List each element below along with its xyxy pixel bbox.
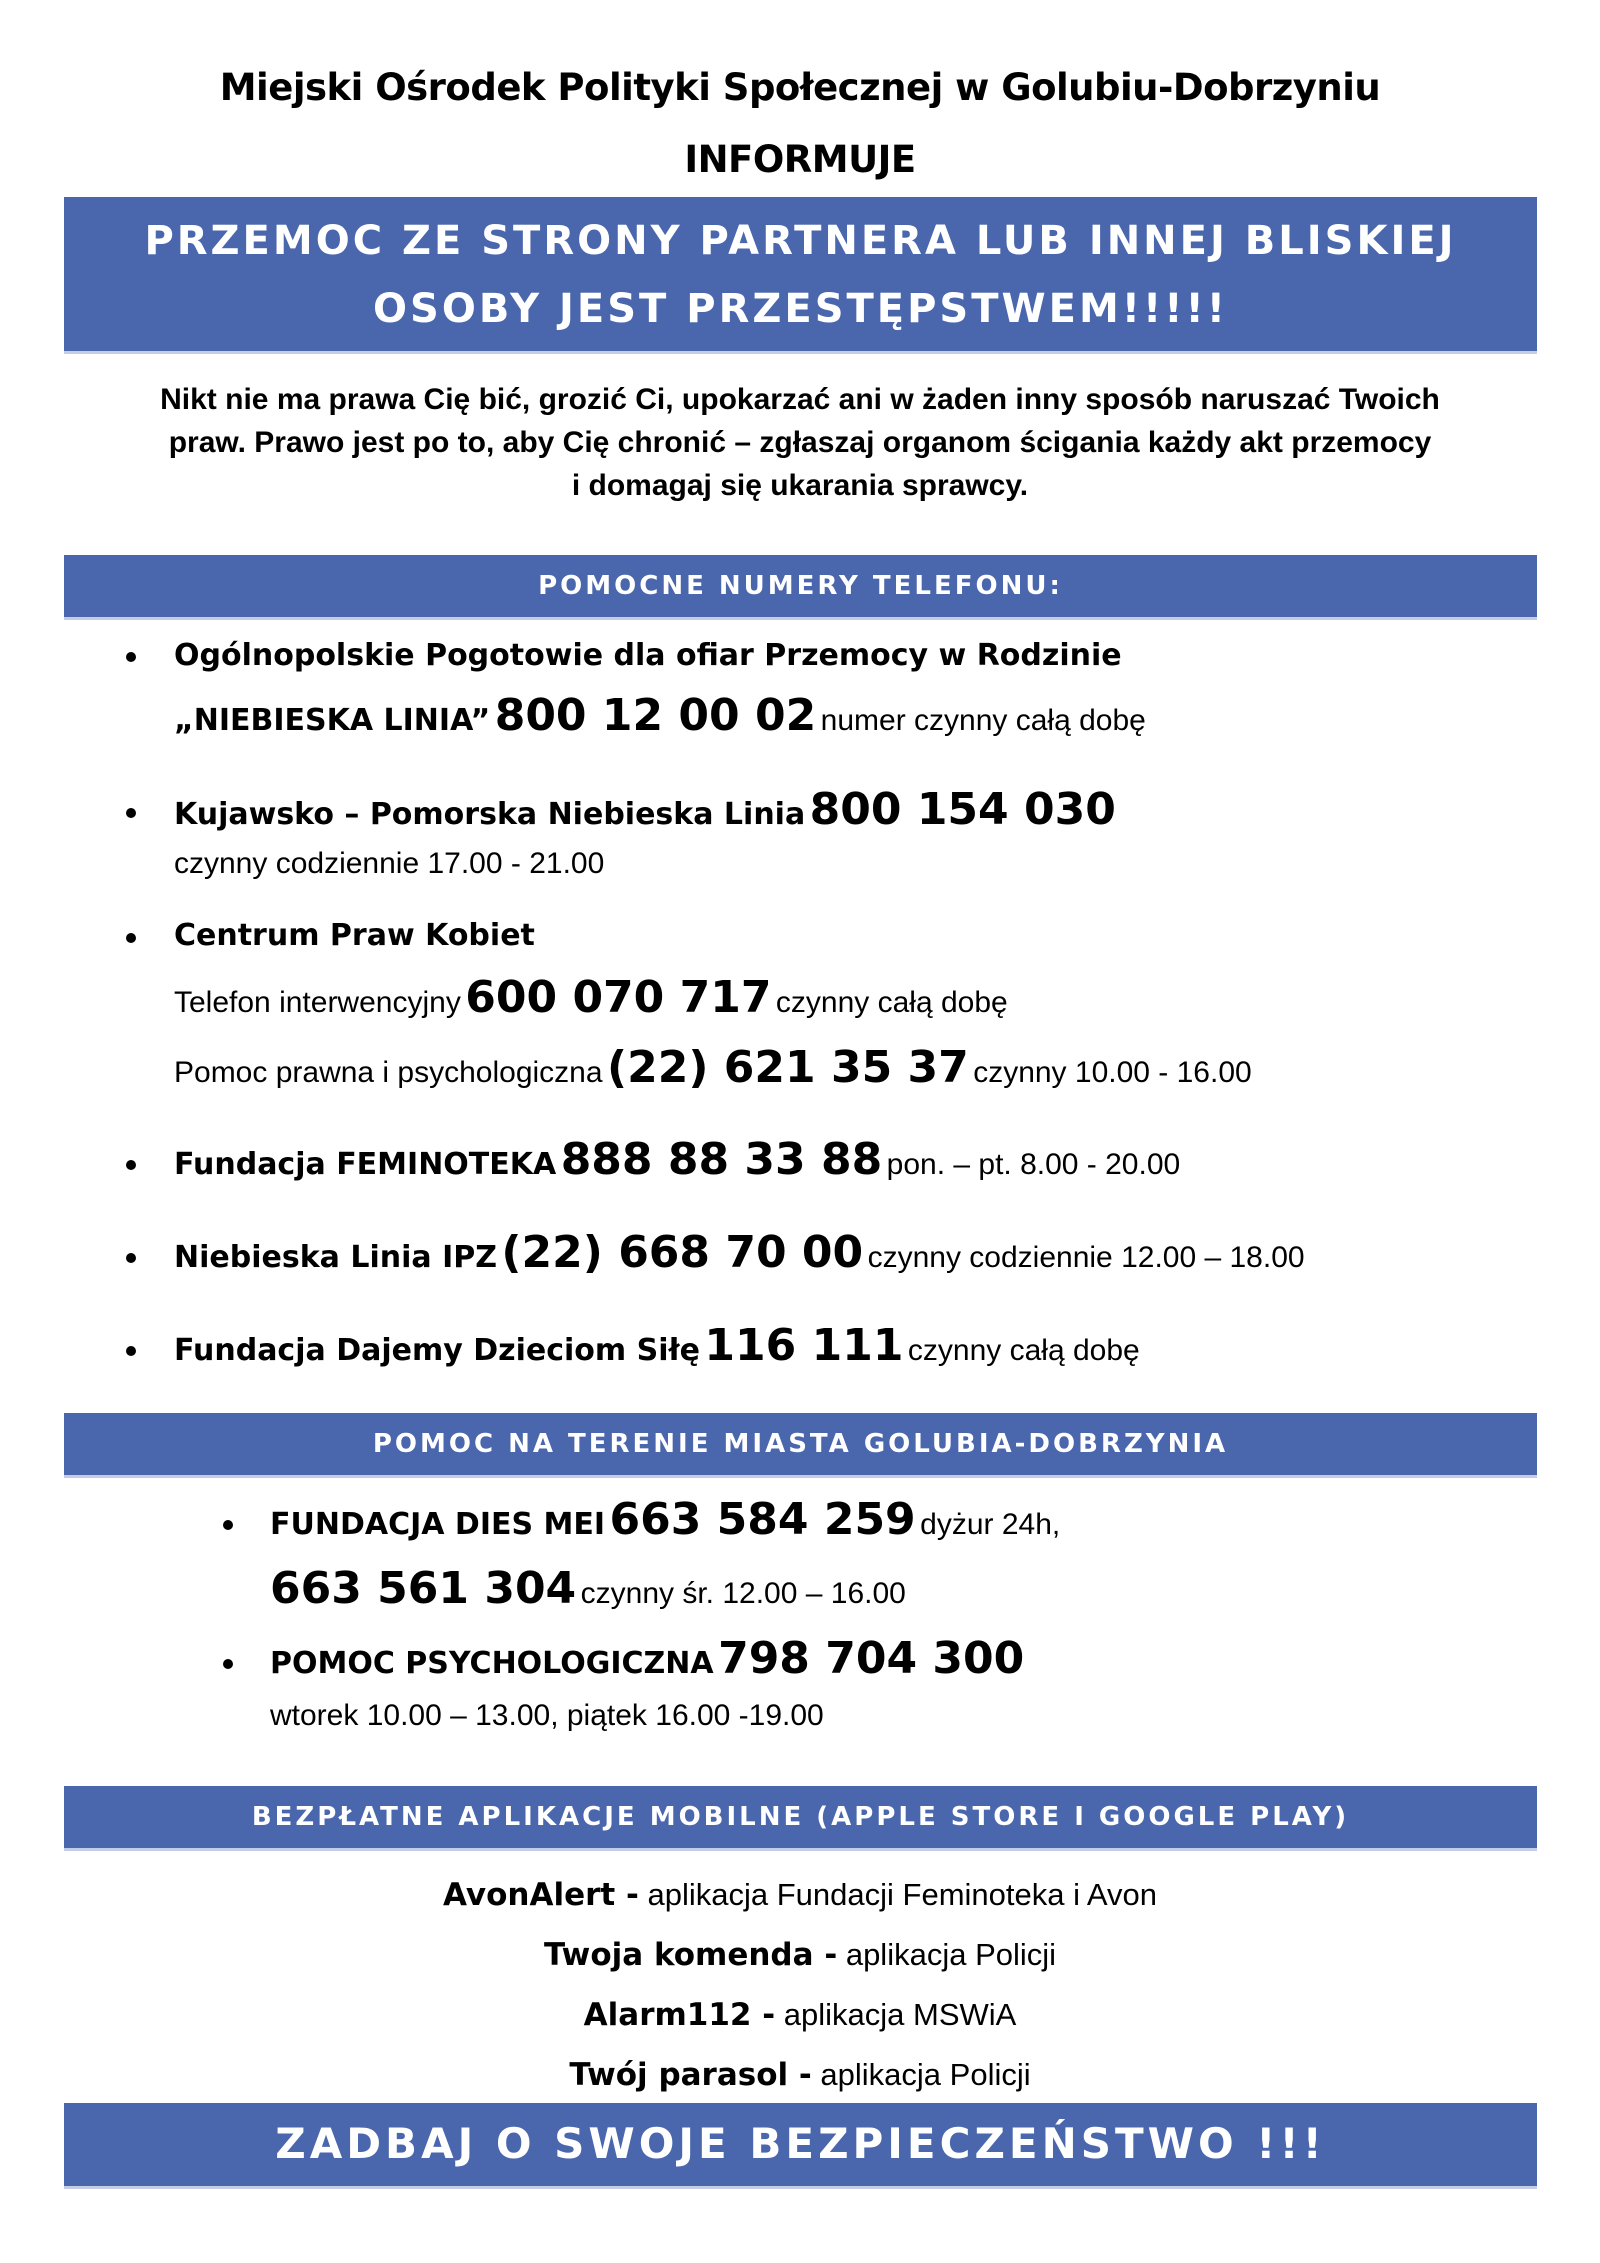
app-name: Twoja komenda - xyxy=(543,1937,838,1973)
list-item xyxy=(174,847,604,881)
hours-note: pon. – pt. 8.00 - 20.00 xyxy=(886,1148,1181,1181)
bullet-icon xyxy=(126,933,136,943)
phone-number: 888 88 33 88 xyxy=(560,1134,883,1185)
app-name: Alarm112 - xyxy=(583,1997,776,2033)
phone-number: 600 070 717 xyxy=(465,972,772,1023)
list-item xyxy=(174,1042,1252,1093)
apps-list xyxy=(0,1865,1600,2105)
hours-note: czynny całą dobę xyxy=(775,986,1008,1019)
hours-note: wtorek 10.00 – 13.00, piątek 16.00 -19.00 xyxy=(270,1699,824,1732)
app-item xyxy=(0,1865,1600,1925)
hours-note: czynny śr. 12.00 – 16.00 xyxy=(580,1577,906,1610)
phone-number: 663 584 259 xyxy=(609,1494,916,1545)
local-help-section-header: POMOC NA TERENIE MIASTA GOLUBIA-DOBRZYNIA xyxy=(64,1413,1537,1478)
hours-note: dyżur 24h, xyxy=(920,1508,1061,1541)
organization-name: Miejski Ośrodek Polityki Społecznej w Golubiu-Dobrzyniu xyxy=(219,66,1381,109)
phone-number: 798 704 300 xyxy=(718,1633,1025,1684)
hotline-name: Centrum Praw Kobiet xyxy=(174,918,535,953)
intro-line-1: Nikt nie ma prawa Cię bić, grozić Ci, upokarzać ani w żaden inny sposób naruszać Twoich xyxy=(160,383,1440,416)
hotline-name: Kujawsko – Pomorska Niebieska Linia xyxy=(174,797,806,832)
phone-number: (22) 668 70 00 xyxy=(501,1227,864,1278)
hotline-name: Fundacja FEMINOTEKA xyxy=(174,1147,557,1182)
bullet-icon xyxy=(126,1346,136,1356)
intro-paragraph xyxy=(80,378,1520,507)
list-item xyxy=(270,1633,1024,1684)
main-warning-banner xyxy=(64,197,1537,354)
list-item xyxy=(174,1134,1180,1185)
organization-name: FUNDACJA DIES MEI xyxy=(270,1507,606,1542)
list-item xyxy=(174,972,1008,1023)
list-item xyxy=(270,1699,824,1733)
hours-note: czynny całą dobę xyxy=(907,1334,1140,1367)
app-description: aplikacja Fundacji Feminoteka i Avon xyxy=(647,1877,1157,1912)
phone-number: (22) 621 35 37 xyxy=(607,1042,969,1093)
page-header xyxy=(0,52,1600,196)
safety-footer-banner: ZADBAJ O SWOJE BEZPIECZEŃSTWO !!! xyxy=(64,2103,1537,2189)
apps-section-header: BEZPŁATNE APLIKACJE MOBILNE (APPLE STORE I GOOGLE PLAY) xyxy=(64,1786,1537,1851)
phones-section-header: POMOCNE NUMERY TELEFONU: xyxy=(64,555,1537,620)
hotline-name: Fundacja Dajemy Dzieciom Siłę xyxy=(174,1333,700,1368)
hotline-name-2: „NIEBIESKA LINIA” xyxy=(174,703,491,738)
hours-note: numer czynny całą dobę xyxy=(820,704,1146,737)
hours-note: czynny codziennie 12.00 – 18.00 xyxy=(867,1241,1305,1274)
bullet-icon xyxy=(126,1160,136,1170)
list-item xyxy=(174,638,1122,673)
app-item xyxy=(0,1985,1600,2045)
phone-number: 800 154 030 xyxy=(809,784,1116,835)
bullet-icon xyxy=(126,652,136,662)
hours-note: czynny 10.00 - 16.00 xyxy=(973,1056,1252,1089)
app-name: AvonAlert - xyxy=(443,1877,639,1913)
list-item xyxy=(174,1320,1140,1371)
organization-name: POMOC PSYCHOLOGICZNA xyxy=(270,1646,714,1681)
hotline-name: Ogólnopolskie Pogotowie dla ofiar Przemocy w Rodzinie xyxy=(174,638,1122,673)
app-description: aplikacja Policji xyxy=(820,2057,1031,2092)
app-name: Twój parasol - xyxy=(569,2057,812,2093)
app-item xyxy=(0,2045,1600,2105)
phone-number: 116 111 xyxy=(704,1320,904,1371)
list-item xyxy=(174,918,535,953)
list-item xyxy=(270,1494,1060,1545)
bullet-icon xyxy=(223,1520,233,1530)
list-item xyxy=(270,1563,906,1614)
app-item xyxy=(0,1925,1600,1985)
intro-line-3: i domagaj się ukarania sprawcy. xyxy=(571,469,1029,502)
list-item xyxy=(174,690,1146,741)
bullet-icon xyxy=(126,1253,136,1263)
bullet-icon xyxy=(126,808,136,818)
line-label: Pomoc prawna i psychologiczna xyxy=(174,1056,603,1089)
hours-note: czynny codziennie 17.00 - 21.00 xyxy=(174,847,605,880)
app-description: aplikacja Policji xyxy=(845,1937,1057,1972)
main-banner-line-1: PRZEMOC ZE STRONY PARTNERA LUB INNEJ BLISKIEJ xyxy=(144,218,1457,264)
list-item xyxy=(174,784,1116,835)
hotline-name: Niebieska Linia IPZ xyxy=(174,1240,497,1275)
bullet-icon xyxy=(223,1659,233,1669)
list-item xyxy=(174,1227,1305,1278)
line-label: Telefon interwencyjny xyxy=(174,986,461,1019)
app-description: aplikacja MSWiA xyxy=(783,1997,1017,2032)
phone-number: 800 12 00 02 xyxy=(494,690,817,741)
intro-line-2: praw. Prawo jest po to, aby Cię chronić – zgłaszaj organom ścigania każdy akt przemocy xyxy=(168,426,1432,459)
informs-heading: INFORMUJE xyxy=(684,138,916,181)
main-banner-line-2: OSOBY JEST PRZESTĘPSTWEM!!!!! xyxy=(373,286,1228,332)
phone-number: 663 561 304 xyxy=(270,1563,577,1614)
